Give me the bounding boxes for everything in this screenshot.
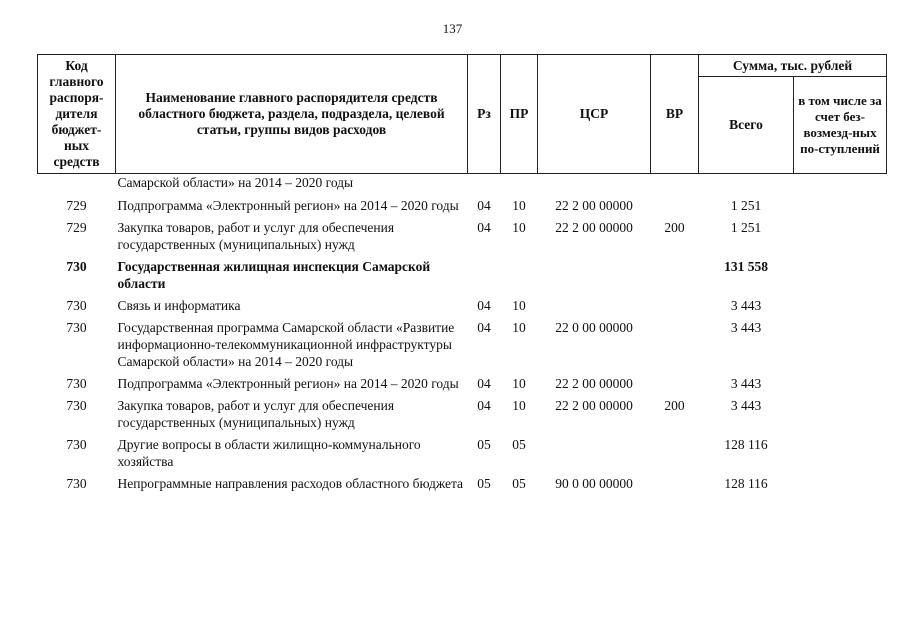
rz-cell: 04	[477, 298, 491, 313]
header-total: Всего	[699, 77, 794, 174]
vr-cell	[651, 319, 699, 375]
table-row	[38, 319, 887, 375]
header-csr: ЦСР	[538, 55, 651, 174]
total-cell: 1 251	[730, 198, 762, 213]
incl-cell	[794, 297, 887, 319]
vr-cell	[651, 197, 699, 219]
pr-cell: 10	[512, 298, 526, 313]
total-cell: 1 251	[730, 220, 762, 235]
incl-cell	[794, 436, 887, 475]
pr-cell: 10	[512, 198, 526, 213]
continuation-text: Самарской области» на 2014 – 2020 годы	[117, 175, 354, 190]
rz-cell: 05	[477, 476, 491, 491]
csr-cell: 22 2 00 00000	[555, 198, 633, 213]
total-cell: 3 443	[730, 398, 762, 413]
code-cell: 730	[66, 376, 87, 391]
csr-cell: 22 0 00 00000	[555, 320, 633, 335]
incl-cell	[794, 197, 887, 219]
code-cell: 729	[66, 220, 87, 235]
table-row	[38, 397, 887, 436]
table-body	[38, 174, 887, 498]
code-cell: 730	[66, 259, 87, 274]
table-row	[38, 375, 887, 397]
table-row	[38, 219, 887, 258]
csr-cell	[538, 258, 651, 297]
header-code: Код главного распоря-дителя бюджет-ных средств	[38, 55, 116, 174]
csr-cell	[538, 297, 651, 319]
name-cell: Закупка товаров, работ и услуг для обеспечения государственных (муниципальных) нужд	[117, 398, 395, 430]
vr-cell	[651, 375, 699, 397]
pr-cell: 10	[512, 320, 526, 335]
csr-cell: 90 0 00 00000	[555, 476, 633, 491]
table-row	[38, 197, 887, 219]
incl-cell	[794, 258, 887, 297]
budget-table	[37, 54, 887, 497]
vr-cell	[651, 436, 699, 475]
pr-cell: 05	[512, 476, 526, 491]
table-header	[38, 55, 887, 174]
vr-cell: 200	[664, 220, 685, 235]
pr-cell	[501, 258, 538, 297]
rz-cell: 04	[477, 320, 491, 335]
header-rz: Рз	[468, 55, 501, 174]
code-cell: 730	[66, 320, 87, 335]
incl-cell	[794, 397, 887, 436]
code-cell: 730	[66, 398, 87, 413]
pr-cell: 05	[512, 437, 526, 452]
table-row	[38, 436, 887, 475]
rz-cell: 04	[477, 398, 491, 413]
name-cell: Государственная жилищная инспекция Самарской области	[117, 259, 431, 291]
header-incl: в том числе за счет без-возмезд-ных по-ступлений	[794, 77, 887, 174]
rz-cell: 04	[477, 220, 491, 235]
csr-cell: 22 2 00 00000	[555, 376, 633, 391]
total-cell: 128 116	[724, 476, 768, 491]
name-cell: Непрограммные направления расходов областного бюджета	[117, 476, 464, 491]
name-cell: Закупка товаров, работ и услуг для обеспечения государственных (муниципальных) нужд	[117, 220, 395, 252]
name-cell: Другие вопросы в области жилищно-коммунального хозяйства	[117, 437, 421, 469]
header-pr: ПР	[501, 55, 538, 174]
rz-cell: 04	[477, 198, 491, 213]
table-row	[38, 475, 887, 497]
vr-cell	[651, 258, 699, 297]
incl-cell	[794, 319, 887, 375]
pr-cell: 10	[512, 220, 526, 235]
table-row	[38, 297, 887, 319]
continuation-row	[38, 174, 887, 198]
name-cell: Государственная программа Самарской области «Развитие информационно-телекоммуникационной инфраструктуры Самарской области» на 2014 – 2020 годы	[117, 320, 455, 369]
page-number: 137	[442, 21, 463, 36]
vr-cell: 200	[664, 398, 685, 413]
total-cell: 3 443	[730, 320, 762, 335]
total-cell: 131 558	[724, 259, 768, 274]
name-cell: Подпрограмма «Электронный регион» на 2014 – 2020 годы	[117, 376, 459, 391]
csr-cell	[538, 436, 651, 475]
pr-cell: 10	[512, 376, 526, 391]
header-vr: ВР	[651, 55, 699, 174]
incl-cell	[794, 219, 887, 258]
vr-cell	[651, 475, 699, 497]
name-cell: Подпрограмма «Электронный регион» на 2014 – 2020 годы	[117, 198, 459, 213]
pr-cell: 10	[512, 398, 526, 413]
total-cell: 3 443	[730, 298, 762, 313]
rz-cell	[468, 258, 501, 297]
incl-cell	[794, 475, 887, 497]
name-cell: Связь и информатика	[117, 298, 241, 313]
total-cell: 3 443	[730, 376, 762, 391]
rz-cell: 05	[477, 437, 491, 452]
header-name: Наименование главного распорядителя средств областного бюджета, раздела, подраздела, целевой статьи, группы видов расходов	[116, 55, 468, 174]
rz-cell: 04	[477, 376, 491, 391]
code-cell: 730	[66, 298, 87, 313]
code-cell: 729	[66, 198, 87, 213]
total-cell: 128 116	[724, 437, 768, 452]
code-cell: 730	[66, 476, 87, 491]
table-row	[38, 258, 887, 297]
csr-cell: 22 2 00 00000	[555, 220, 633, 235]
code-cell: 730	[66, 437, 87, 452]
vr-cell	[651, 297, 699, 319]
csr-cell: 22 2 00 00000	[555, 398, 633, 413]
header-sum: Сумма, тыс. рублей	[699, 55, 887, 77]
incl-cell	[794, 375, 887, 397]
